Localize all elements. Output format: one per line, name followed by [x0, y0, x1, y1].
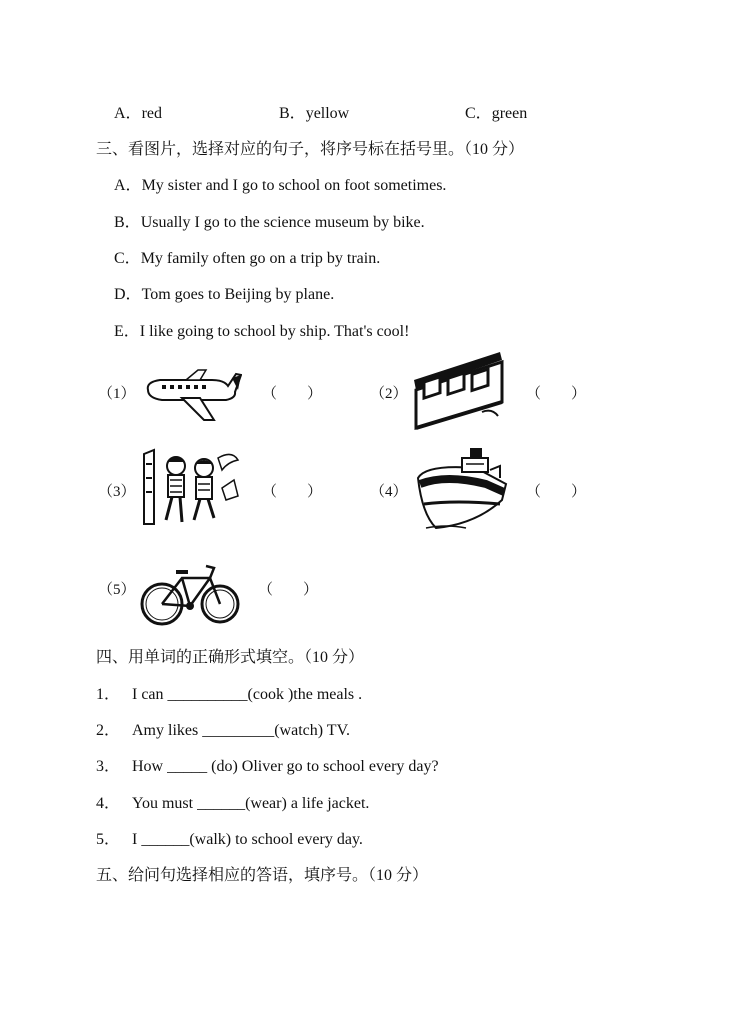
- answer-blank-4[interactable]: （ ）: [526, 484, 587, 500]
- option-text: yellow: [305, 105, 350, 122]
- sentence-text: Tom goes to Beijing by plane.: [141, 286, 335, 303]
- picture-5-label: （5）: [98, 582, 136, 598]
- item-text[interactable]: Amy likes _________(watch) TV.: [132, 722, 351, 739]
- option-c: [465, 100, 527, 123]
- item-text[interactable]: How _____ (do) Oliver go to school every day?: [132, 758, 439, 775]
- option-letter: B．: [279, 105, 306, 122]
- bicycle-icon: [140, 560, 240, 628]
- sentence-text: Usually I go to the science museum by bike.: [140, 214, 425, 231]
- section3-heading: 三、看图片，选择对应的句子，将序号标在括号里。（10 分）: [96, 141, 525, 158]
- item-number: 1．: [96, 686, 121, 703]
- item-number: 4．: [96, 795, 121, 812]
- picture-2-label: （2）: [370, 386, 408, 402]
- item-number: 3．: [96, 758, 121, 775]
- airplane-icon: [142, 368, 242, 423]
- item-number: 2．: [96, 722, 121, 739]
- sentence-letter: D．: [114, 286, 142, 303]
- sentence-d: [114, 281, 334, 304]
- train-icon: [412, 350, 504, 432]
- answer-blank-5[interactable]: （ ）: [258, 582, 319, 598]
- sentence-text: My sister and I go to school on foot sometimes.: [141, 177, 447, 194]
- answer-blank-1[interactable]: （ ）: [262, 386, 323, 402]
- sentence-a: [114, 172, 446, 195]
- answer-blank-2[interactable]: （ ）: [526, 386, 587, 402]
- walking-kids-icon: [142, 444, 242, 528]
- fill-item-3: [96, 753, 439, 776]
- sentence-b: [114, 209, 425, 232]
- picture-3-label: （3）: [98, 484, 136, 500]
- option-b: [279, 100, 349, 123]
- option-letter: C．: [465, 105, 492, 122]
- picture-4-label: （4）: [370, 484, 408, 500]
- sentence-text: My family often go on a trip by train.: [140, 250, 381, 267]
- fill-item-2: [96, 717, 350, 740]
- sentence-letter: E．: [114, 323, 140, 340]
- option-letter: A．: [114, 105, 142, 122]
- sentence-e: [114, 318, 409, 341]
- sentence-c: [114, 245, 380, 268]
- sentence-letter: C．: [114, 250, 141, 267]
- item-text[interactable]: I can __________(cook )the meals .: [132, 686, 363, 703]
- sentence-letter: B．: [114, 214, 141, 231]
- fill-item-1: [96, 681, 362, 704]
- option-a: [114, 100, 162, 123]
- section4-heading: 四、用单词的正确形式填空。（10 分）: [96, 649, 365, 666]
- item-text[interactable]: You must ______(wear) a life jacket.: [132, 795, 370, 812]
- section5-heading: 五、给问句选择相应的答语，填序号。（10 分）: [96, 867, 429, 884]
- ship-icon: [416, 444, 510, 532]
- fill-item-5: [96, 826, 363, 849]
- item-number: 5．: [96, 831, 121, 848]
- sentence-letter: A．: [114, 177, 142, 194]
- answer-blank-3[interactable]: （ ）: [262, 484, 323, 500]
- option-text: red: [141, 105, 162, 122]
- fill-item-4: [96, 790, 369, 813]
- sentence-text: I like going to school by ship. That's cool!: [139, 323, 410, 340]
- item-text[interactable]: I ______(walk) to school every day.: [132, 831, 363, 848]
- picture-1-label: （1）: [98, 386, 136, 402]
- option-text: green: [491, 105, 528, 122]
